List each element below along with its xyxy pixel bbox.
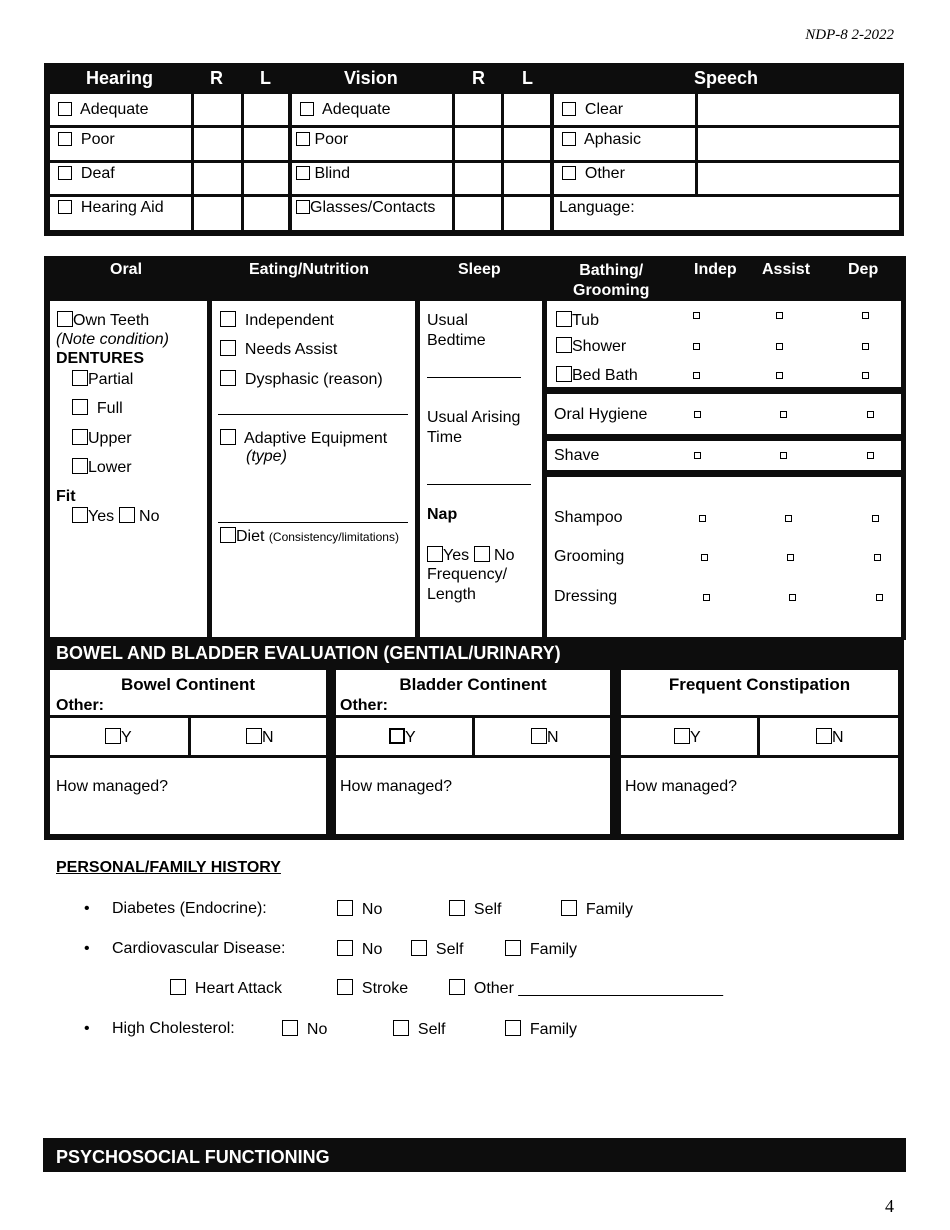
oral-hygiene-label: Oral Hygiene: [554, 406, 648, 423]
oral-own-teeth: Own Teeth: [57, 311, 149, 330]
own-teeth-checkbox[interactable]: [57, 311, 73, 327]
eating-adaptive: Adaptive Equipment: [220, 429, 387, 448]
page-number: 4: [885, 1196, 894, 1216]
hearing-deaf: Deaf: [58, 165, 115, 183]
cholesterol-self: Self: [393, 1020, 445, 1039]
vision-glasses: Glasses/Contacts: [296, 199, 435, 217]
cardio-label: Cardiovascular Disease:: [112, 940, 286, 957]
tub-assist-box[interactable]: [776, 312, 783, 319]
diabetes-label: Diabetes (Endocrine):: [112, 900, 267, 917]
bladder-yes-checkbox[interactable]: [389, 728, 405, 744]
shave-assist-box[interactable]: [780, 452, 787, 459]
eating-header: Eating/Nutrition: [249, 261, 369, 278]
cardio-self: Self: [411, 940, 463, 959]
bowel-managed-field[interactable]: How managed?: [56, 778, 169, 795]
grooming-assist-box[interactable]: [787, 554, 794, 561]
speech-other: Other: [562, 165, 625, 183]
independent-checkbox[interactable]: [220, 311, 236, 327]
cardio-other: Other _______________________: [449, 979, 723, 998]
hearing-aid: Hearing Aid: [58, 199, 164, 217]
oral-hygiene-dep-box[interactable]: [867, 411, 874, 418]
hearing-header: Hearing: [86, 68, 154, 88]
diabetes-no-checkbox[interactable]: [337, 900, 353, 916]
shave-dep-box[interactable]: [867, 452, 874, 459]
hearing-poor-checkbox[interactable]: [58, 132, 72, 146]
bladder-other-field[interactable]: Other:: [340, 697, 388, 714]
shampoo-assist-box[interactable]: [785, 515, 792, 522]
bladder-no-checkbox[interactable]: [531, 728, 547, 744]
tub-dep-box[interactable]: [862, 312, 869, 319]
bowel-continent-title: Bowel Continent: [120, 675, 256, 694]
speech-other-checkbox[interactable]: [562, 166, 576, 180]
sleep-header: Sleep: [458, 261, 501, 278]
nap-options: Yes No: [427, 546, 514, 565]
vision-adequate-checkbox[interactable]: [300, 102, 314, 116]
speech-language-field[interactable]: Language:: [559, 199, 635, 216]
form-id: NDP-8 2-2022: [805, 27, 894, 43]
grooming-dep-box[interactable]: [874, 554, 881, 561]
shave-indep-box[interactable]: [694, 452, 701, 459]
stroke-checkbox[interactable]: [337, 979, 353, 995]
grooming-indep-box[interactable]: [701, 554, 708, 561]
dentures-upper: Upper: [72, 429, 132, 448]
vision-blind: Blind: [296, 165, 350, 183]
fit-options: Yes No: [72, 507, 159, 526]
constipation-yes-checkbox[interactable]: [674, 728, 690, 744]
dep-header: Dep: [848, 261, 879, 278]
cardio-family-checkbox[interactable]: [505, 940, 521, 956]
nap-label: Nap: [427, 506, 458, 523]
diabetes-family-checkbox[interactable]: [561, 900, 577, 916]
dressing-dep-box[interactable]: [876, 594, 883, 601]
eating-independent: Independent: [220, 311, 334, 330]
cardio-no-checkbox[interactable]: [337, 940, 353, 956]
fit-no-checkbox[interactable]: [119, 507, 135, 523]
speech-clear-checkbox[interactable]: [562, 102, 576, 116]
cholesterol-family: Family: [505, 1020, 577, 1039]
shower-dep-box[interactable]: [862, 343, 869, 350]
speech-aphasic-checkbox[interactable]: [562, 132, 576, 146]
adaptive-type: (type): [246, 448, 287, 465]
cardio-family: Family: [505, 940, 577, 959]
diet-checkbox[interactable]: [220, 527, 236, 543]
shower-assist-box[interactable]: [776, 343, 783, 350]
hearing-poor: Poor: [58, 131, 115, 149]
dressing-indep-box[interactable]: [703, 594, 710, 601]
dressing-label: Dressing: [554, 588, 618, 605]
cardio-no: No: [337, 940, 382, 959]
fit-label: Fit: [56, 488, 76, 505]
dentures-label: DENTURES: [56, 350, 145, 367]
bowel-other-field[interactable]: Other:: [56, 697, 104, 714]
shower-checkbox[interactable]: [556, 337, 572, 353]
speech-clear: Clear: [562, 101, 623, 119]
nap-no-checkbox[interactable]: [474, 546, 490, 562]
bed-bath-assist-box[interactable]: [776, 372, 783, 379]
psychosocial-title: PSYCHOSOCIAL FUNCTIONING: [56, 1147, 330, 1167]
vision-adequate: Adequate: [300, 101, 391, 119]
shower-indep-box[interactable]: [693, 343, 700, 350]
heart-attack-checkbox[interactable]: [170, 979, 186, 995]
vision-poor: Poor: [296, 131, 348, 149]
bladder-continent-title: Bladder Continent: [399, 675, 547, 694]
tub-indep-box[interactable]: [693, 312, 700, 319]
constipation-yes: Y: [674, 728, 701, 747]
cardio-other-checkbox[interactable]: [449, 979, 465, 995]
heart-attack: Heart Attack: [170, 979, 282, 998]
bowel-yes: Y: [105, 728, 132, 747]
diabetes-no: No: [337, 900, 382, 919]
dentures-lower: Lower: [72, 458, 132, 477]
bathing-header: Bathing/ Grooming: [573, 262, 650, 299]
upper-checkbox[interactable]: [72, 429, 88, 445]
hearing-aid-checkbox[interactable]: [58, 200, 72, 214]
indep-header: Indep: [694, 261, 737, 278]
vision-glasses-checkbox[interactable]: [296, 200, 310, 214]
bedtime-line[interactable]: [427, 377, 521, 378]
adaptive-type-line[interactable]: [218, 522, 408, 523]
bowel-no-checkbox[interactable]: [246, 728, 262, 744]
bathing-tub: Tub: [556, 311, 599, 330]
cholesterol-no-checkbox[interactable]: [282, 1020, 298, 1036]
speech-aphasic: Aphasic: [562, 131, 641, 149]
cholesterol-label: High Cholesterol:: [112, 1020, 235, 1037]
vision-l-header: L: [522, 68, 533, 88]
dysphasic-checkbox[interactable]: [220, 370, 236, 386]
oral-note: (Note condition): [56, 331, 169, 348]
history-title: PERSONAL/FAMILY HISTORY: [56, 859, 281, 876]
eating-dysphasic: Dysphasic (reason): [220, 370, 383, 389]
grooming-label: Grooming: [554, 548, 625, 565]
cardio-self-checkbox[interactable]: [411, 940, 427, 956]
speech-header: Speech: [694, 68, 759, 88]
diabetes-bullet: •: [84, 900, 90, 917]
adaptive-checkbox[interactable]: [220, 429, 236, 445]
bladder-yes: Y: [389, 728, 416, 747]
bathing-bed-bath: Bed Bath: [556, 366, 638, 385]
sleep-arising: Usual Arising Time: [427, 409, 521, 446]
cholesterol-family-checkbox[interactable]: [505, 1020, 521, 1036]
hearing-adequate-checkbox[interactable]: [58, 102, 72, 116]
bed-bath-dep-box[interactable]: [862, 372, 869, 379]
diabetes-family: Family: [561, 900, 633, 919]
needs-assist-checkbox[interactable]: [220, 340, 236, 356]
full-checkbox[interactable]: [72, 399, 88, 415]
eating-needs-assist: Needs Assist: [220, 340, 337, 359]
sleep-bedtime: Usual Bedtime: [427, 312, 486, 349]
bed-bath-checkbox[interactable]: [556, 366, 572, 382]
arising-line[interactable]: [427, 484, 531, 485]
tub-checkbox[interactable]: [556, 311, 572, 327]
stroke: Stroke: [337, 979, 408, 998]
bed-bath-indep-box[interactable]: [693, 372, 700, 379]
hearing-deaf-checkbox[interactable]: [58, 166, 72, 180]
bathing-shower: Shower: [556, 337, 626, 356]
cardio-bullet: •: [84, 940, 90, 957]
bowel-yes-checkbox[interactable]: [105, 728, 121, 744]
assist-header: Assist: [762, 261, 811, 278]
vision-poor-checkbox[interactable]: [296, 132, 310, 146]
hearing-r-header: R: [210, 68, 223, 88]
cholesterol-no: No: [282, 1020, 327, 1039]
hearing-adequate: Adequate: [58, 101, 149, 119]
fit-yes-checkbox[interactable]: [72, 507, 88, 523]
nap-frequency: Frequency/ Length: [427, 566, 508, 603]
constipation-no: N: [816, 728, 844, 747]
eating-diet: Diet (Consistency/limitations): [220, 527, 399, 546]
vision-header: Vision: [344, 68, 398, 88]
dentures-partial: Partial: [72, 370, 133, 389]
oral-hygiene-indep-box[interactable]: [694, 411, 701, 418]
lower-checkbox[interactable]: [72, 458, 88, 474]
dentures-full: Full: [72, 399, 123, 418]
cholesterol-bullet: •: [84, 1020, 90, 1037]
diabetes-self: Self: [449, 900, 501, 919]
bowel-bladder-title: BOWEL AND BLADDER EVALUATION (GENTIAL/URINARY): [56, 643, 561, 663]
shampoo-indep-box[interactable]: [699, 515, 706, 522]
bladder-managed-field[interactable]: How managed?: [340, 778, 453, 795]
bladder-no: N: [531, 728, 559, 747]
constipation-no-checkbox[interactable]: [816, 728, 832, 744]
diabetes-self-checkbox[interactable]: [449, 900, 465, 916]
cardio-other-line[interactable]: _______________________: [518, 980, 724, 997]
hearing-l-header: L: [260, 68, 271, 88]
vision-blind-checkbox[interactable]: [296, 166, 310, 180]
constipation-title: Frequent Constipation: [668, 675, 851, 694]
partial-checkbox[interactable]: [72, 370, 88, 386]
oral-header: Oral: [110, 261, 143, 278]
dressing-assist-box[interactable]: [789, 594, 796, 601]
vision-r-header: R: [472, 68, 485, 88]
shampoo-label: Shampoo: [554, 509, 623, 526]
shave-label: Shave: [554, 447, 600, 464]
nap-yes-checkbox[interactable]: [427, 546, 443, 562]
cholesterol-self-checkbox[interactable]: [393, 1020, 409, 1036]
dysphasic-reason-line[interactable]: [218, 414, 408, 415]
shampoo-dep-box[interactable]: [872, 515, 879, 522]
constipation-managed-field[interactable]: How managed?: [625, 778, 738, 795]
oral-hygiene-assist-box[interactable]: [780, 411, 787, 418]
bowel-no: N: [246, 728, 274, 747]
